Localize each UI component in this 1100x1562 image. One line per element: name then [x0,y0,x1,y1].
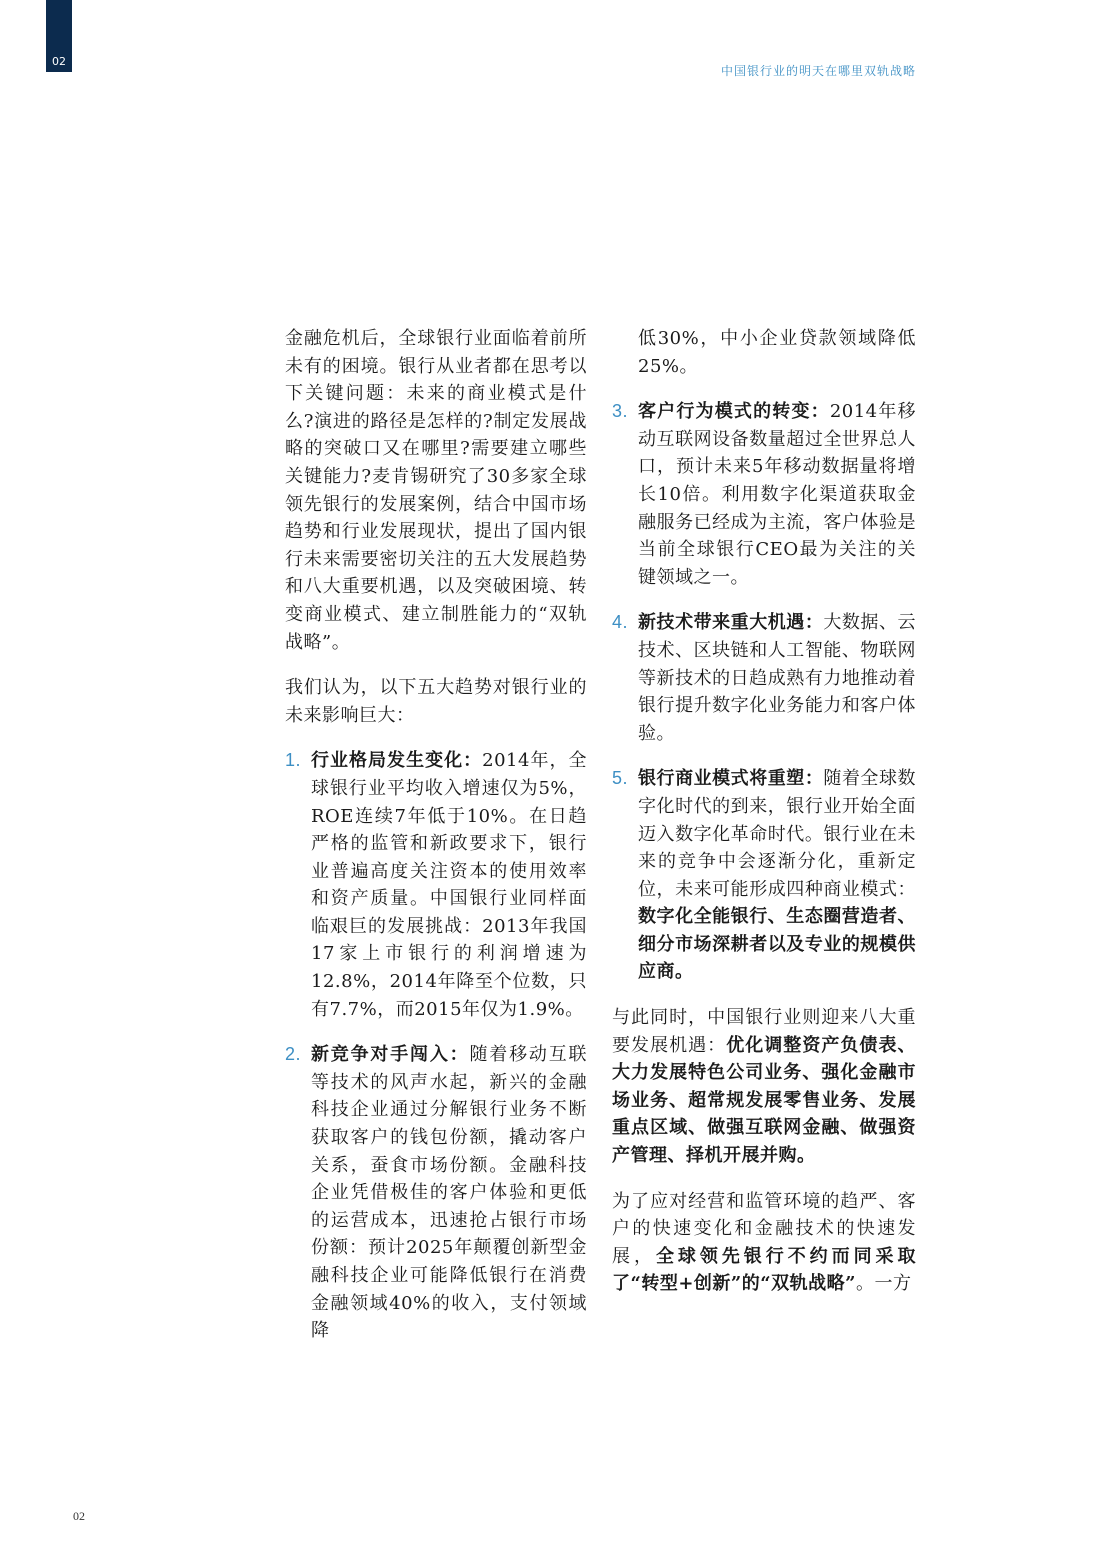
list-item-title: 银行商业模式将重塑： [638,768,824,790]
list-item-number: 1. [285,750,302,771]
list-item-title: 行业格局发生变化： [311,750,483,772]
list-item [612,398,916,591]
dual-track-tail: 。一方 [856,1273,912,1295]
list-item-number: 3. [612,401,629,422]
list-item [285,1041,587,1345]
list-item-body: 2014年，全球银行业平均收入增速仅为5%，ROE连续7年低于10%。在日趋严格的监管和新政要求下，银行业普遍高度关注资本的使用效率和资产质量。中国银行业同样面临艰巨的发展挑战：2013年我国17家上市银行的利润增速为12.8%，2014年降至个位数，只有7.7%，而2015年仅为1.9%。 [311,750,587,1020]
trend-list-continued [612,398,916,986]
footer-page-number: 02 [73,1509,85,1523]
page-number-tab [46,0,72,72]
dual-track-paragraph [612,1188,916,1298]
right-column [612,325,916,1316]
trend-list [285,747,587,1344]
page-tab-label: 02 [52,55,66,68]
opportunities-paragraph [612,1004,916,1170]
left-column [285,325,587,1363]
opportunities-list: 优化调整资产负债表、大力发展特色公司业务、强化金融市场业务、超常规发展零售业务、发展重点区域、做强互联网金融、做强资产管理、择机开展并购。 [612,1034,917,1167]
opportunities-lead: 与此同时，中国银行业则迎来八大重要发展机遇： [612,1007,916,1056]
list-item [612,765,916,986]
list-item-body: 大数据、云技术、区块链和人工智能、物联网等新技术的日趋成熟有力地推动着银行提升数字化业务能力和客户体验。 [638,612,917,744]
intro-paragraph: 金融危机后，全球银行业面临着前所未有的困境。银行从业者都在思考以下关键问题：未来的商业模式是什么?演进的路径是怎样的?制定发展战略的突破口又在哪里?需要建立哪些关键能力?麦肯锡研究了30多家全球领先银行的发展案例，结合中国市场趋势和行业发展现状，提出了国内银行未来需要密切关注的五大发展趋势和八大重要机遇，以及突破困境、转变商业模式、建立制胜能力的“双轨战略”。 [285,328,587,653]
list-item-title: 客户行为模式的转变： [638,401,830,423]
list-item-body: 随着全球数字化时代的到来，银行业开始全面迈入数字化革命时代。银行业在未来的竞争中会逐渐分化，重新定位，未来可能形成四种商业模式： [638,768,917,900]
trends-intro-paragraph: 我们认为，以下五大趋势对银行业的未来影响巨大： [285,677,587,726]
list-item-body: 2014年移动互联网设备数量超过全世界总人口，预计未来5年移动数据量将增长10倍。利用数字化渠道获取金融服务已经成为主流，客户体验是当前全球银行CEO最为关注的关键领域之一。 [638,401,917,588]
list-item [285,747,587,1023]
list-item-body: 随着移动互联等技术的风声水起，新兴的金融科技企业通过分解银行业务不断获取客户的钱包份额，撬动客户关系，蚕食市场份额。金融科技企业凭借极佳的客户体验和更低的运营成本，迅速抢占银行市场份额：预计2025年颠覆创新型金融科技企业可能降低银行在消费金融领域40%的收入，支付领域降 [311,1044,588,1342]
dual-track-lead: 为了应对经营和监管环境的趋严、客户的快速变化和金融技术的快速发展， [612,1190,916,1267]
list-item-number: 4. [612,612,629,633]
list-item-title: 新技术带来重大机遇： [638,612,824,634]
list-item-continuation: 低30%，中小企业贷款领域降低25%。 [638,328,916,377]
list-item-number: 5. [612,768,629,789]
list-item-title: 新竞争对手闯入： [311,1044,470,1066]
list-item-number: 2. [285,1044,302,1065]
dual-track-strategy: 全球领先银行不约而同采取了“转型+创新”的“双轨战略” [612,1245,917,1295]
running-header: 中国银行业的明天在哪里双轨战略 [720,64,916,78]
list-item [612,609,916,747]
list-item-bold-tail: 数字化全能银行、生态圈营造者、细分市场深耕者以及专业的规模供应商。 [638,906,916,983]
